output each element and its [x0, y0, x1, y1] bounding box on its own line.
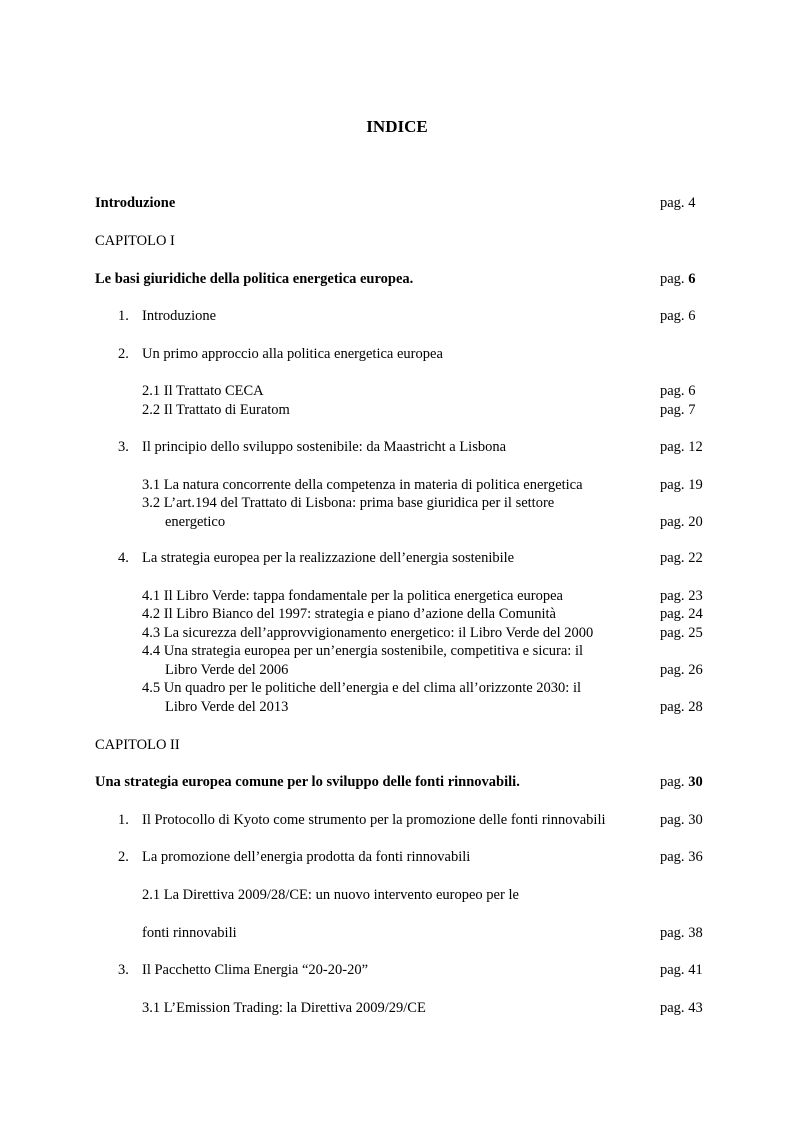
toc-entry-text: Una strategia europea comune per lo sviluppo delle fonti rinnovabili. [95, 774, 520, 790]
toc-entry-1-4-1[interactable] [95, 587, 735, 607]
toc-entry-text: energetico [165, 514, 226, 530]
toc-entry-1-4[interactable] [95, 549, 735, 569]
toc-entry-page [660, 194, 695, 212]
toc-entry-introduzione[interactable] [95, 194, 735, 214]
toc-entry-text: Un primo approccio alla politica energetica europea [142, 346, 443, 362]
toc-entry-page [660, 438, 703, 456]
toc-entry-page [660, 382, 695, 400]
toc-entry-text: 3.2 L’art.194 del Trattato di Lisbona: prima base giuridica per il settore [142, 495, 555, 511]
toc-entry-text: 4.3 La sicurezza dell’approvvigionamento energetico: il Libro Verde del 2000 [142, 625, 594, 641]
page-number: 19 [688, 477, 703, 493]
toc-entry-text: 3.1 La natura concorrente della competenza in materia di politica energetica [142, 477, 583, 493]
page-prefix: pag. [660, 1000, 685, 1016]
toc-entry-1-4-4[interactable] [95, 642, 735, 662]
toc-entry-1-4-5-cont[interactable] [95, 698, 735, 718]
page-prefix: pag. [660, 308, 685, 324]
page-number: 23 [688, 588, 703, 604]
toc-entry-text: 2.1 La Direttiva 2009/28/CE: un nuovo intervento europeo per le [142, 887, 519, 903]
toc-entry-text: Il principio dello sviluppo sostenibile: da Maastricht a Lisbona [142, 439, 507, 455]
toc-entry-text: Il Protocollo di Kyoto come strumento per la promozione delle fonti rinnovabili [142, 812, 606, 828]
page-prefix: pag. [660, 439, 685, 455]
page-prefix: pag. [660, 588, 685, 604]
toc-entry-page [660, 476, 703, 494]
toc-entry-page [660, 698, 703, 716]
toc-entry-number: 3. [118, 962, 129, 978]
toc-entry-text: 3.1 L’Emission Trading: la Direttiva 2009/29/CE [142, 1000, 426, 1016]
page-prefix: pag. [660, 383, 685, 399]
page-number: 30 [688, 774, 703, 790]
page-number: 26 [688, 662, 703, 678]
page-prefix: pag. [660, 195, 685, 211]
toc-entry-number: 2. [118, 346, 129, 362]
page-number: 22 [688, 550, 703, 566]
toc-entry-text: Introduzione [95, 195, 176, 211]
toc-entry-page [660, 270, 695, 288]
toc-entry-text: Introduzione [142, 308, 217, 324]
toc-entry-page [660, 549, 703, 567]
page-prefix: pag. [660, 625, 685, 641]
toc-entry-text: 4.5 Un quadro per le politiche dell’energia e del clima all’orizzonte 2030: il [142, 680, 582, 696]
page-prefix: pag. [660, 662, 685, 678]
page-prefix: pag. [660, 514, 685, 530]
toc-entry-text: La strategia europea per la realizzazione dell’energia sostenibile [142, 550, 515, 566]
toc-entry-text: 4.2 Il Libro Bianco del 1997: strategia e piano d’azione della Comunità [142, 606, 556, 622]
toc-entry-1-3-1[interactable] [95, 476, 735, 496]
page-prefix: pag. [660, 477, 685, 493]
page-prefix: pag. [660, 962, 685, 978]
toc-entry-page [660, 811, 703, 829]
chapter-label: CAPITOLO II [95, 737, 180, 753]
toc-entry-1-4-4-cont[interactable] [95, 661, 735, 681]
page-prefix: pag. [660, 812, 685, 828]
toc-entry-page [660, 773, 703, 791]
toc-entry-page [660, 961, 703, 979]
page-number: 25 [688, 625, 703, 641]
toc-entry-page [660, 661, 703, 679]
page-prefix: pag. [660, 271, 685, 287]
toc-entry-text: Le basi giuridiche della politica energetica europea. [95, 271, 414, 287]
toc-chapter-heading-1 [95, 232, 735, 252]
toc-entry-1-2-1[interactable] [95, 382, 735, 402]
page-prefix: pag. [660, 550, 685, 566]
toc-entry-text: 4.4 Una strategia europea per un’energia sostenibile, competitiva e sicura: il [142, 643, 584, 659]
toc-entry-1-4-5[interactable] [95, 679, 735, 699]
page-prefix: pag. [660, 925, 685, 941]
page-number: 6 [688, 271, 696, 287]
page-number: 7 [688, 402, 696, 418]
page-prefix: pag. [660, 606, 685, 622]
toc-chapter-heading-2 [95, 736, 735, 756]
chapter-label: CAPITOLO I [95, 233, 175, 249]
toc-entry-page [660, 307, 695, 325]
page-number: 4 [688, 195, 696, 211]
page-number: 38 [688, 925, 703, 941]
toc-entry-page [660, 401, 695, 419]
toc-entry-2-2[interactable] [95, 848, 735, 868]
toc-entry-text: fonti rinnovabili [142, 925, 237, 941]
toc-entry-1-1[interactable] [95, 307, 735, 327]
toc-entry-text: 2.2 Il Trattato di Euratom [142, 402, 290, 418]
page-number: 28 [688, 699, 703, 715]
toc-entry-page [660, 513, 703, 531]
page-title: INDICE [366, 117, 428, 136]
toc-entry-1-3-2-cont[interactable] [95, 513, 735, 533]
toc-entry-2-1[interactable] [95, 811, 735, 831]
page-prefix: pag. [660, 774, 685, 790]
page-number: 12 [688, 439, 703, 455]
toc-entry-text: Libro Verde del 2013 [165, 699, 289, 715]
toc-entry-page [660, 605, 703, 623]
toc-entry-2-3[interactable] [95, 961, 735, 981]
toc-entry-text: Libro Verde del 2006 [165, 662, 289, 678]
toc-entry-2-3-1[interactable] [95, 999, 735, 1019]
toc-entry-number: 1. [118, 308, 129, 324]
toc-chapter-title-2[interactable] [95, 773, 735, 793]
toc-chapter-title-1[interactable] [95, 270, 735, 290]
page-number: 30 [688, 812, 703, 828]
page-prefix: pag. [660, 699, 685, 715]
toc-entry-number: 2. [118, 849, 129, 865]
page-number: 36 [688, 849, 703, 865]
toc-entry-page [660, 924, 703, 942]
toc-entry-text: 2.1 Il Trattato CECA [142, 383, 264, 399]
page-number: 41 [688, 962, 703, 978]
page-number: 43 [688, 1000, 703, 1016]
toc-entry-page [660, 848, 703, 866]
toc-entry-1-4-2[interactable] [95, 605, 735, 625]
toc-entry-number: 4. [118, 550, 129, 566]
page-number: 24 [688, 606, 703, 622]
page-prefix: pag. [660, 402, 685, 418]
toc-entry-1-4-3[interactable] [95, 624, 735, 644]
toc-entry-text: La promozione dell’energia prodotta da fonti rinnovabili [142, 849, 471, 865]
toc-entry-page [660, 587, 703, 605]
toc-entry-text: Il Pacchetto Clima Energia “20-20-20” [142, 962, 369, 978]
toc-entry-page [660, 624, 703, 642]
page-number: 6 [688, 308, 696, 324]
toc-entry-text: 4.1 Il Libro Verde: tappa fondamentale per la politica energetica europea [142, 588, 563, 604]
page-prefix: pag. [660, 849, 685, 865]
toc-entry-1-3[interactable] [95, 438, 735, 458]
toc-entry-1-2-2[interactable] [95, 401, 735, 421]
toc-entry-2-2-1[interactable] [95, 886, 735, 906]
toc-entry-page [660, 999, 703, 1017]
page-number: 6 [688, 383, 696, 399]
toc-entry-1-2[interactable] [95, 345, 735, 365]
page-number: 20 [688, 514, 703, 530]
toc-entry-2-2-1-cont[interactable] [95, 924, 735, 944]
toc-entry-number: 1. [118, 812, 129, 828]
toc-entry-number: 3. [118, 439, 129, 455]
toc-entry-1-3-2[interactable] [95, 494, 735, 514]
